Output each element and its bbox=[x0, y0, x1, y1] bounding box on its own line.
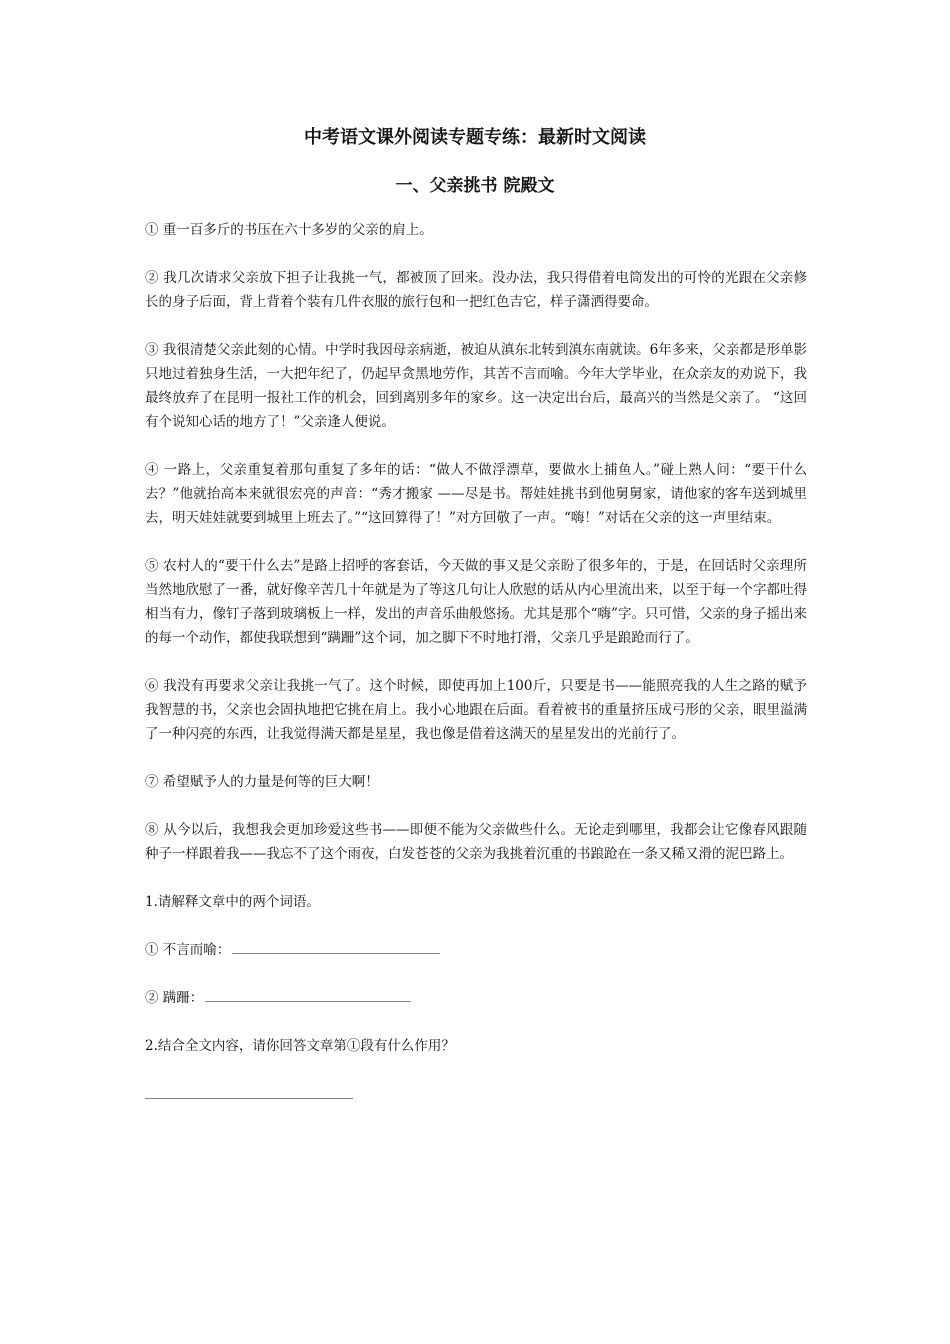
paragraph-7: ⑦ 希望赋予人的力量是何等的巨大啊！ bbox=[145, 774, 379, 790]
paragraph-4: ④ 一路上，父亲重复着那句重复了多年的话：“做人不做浮漂草，要做水上捕鱼人。”碰上熟人问：“要干什么去？”他就抬高本来就很宏亮的声音：“秀才搬家 ——尽是书。帮娃娃挑书到他舅舅家，请他家的客车送到城里去，明天娃娃就要到城里上班去了。”“这回算得了！”对方回敬了一声。“嗨！”对话在父亲的这一声里结束。 bbox=[145, 462, 807, 526]
answer-blank-1b[interactable] bbox=[205, 986, 411, 1002]
paragraph-1: ① 重一百多斤的书压在六十多岁的父亲的肩上。 bbox=[145, 222, 433, 238]
question-1a bbox=[145, 938, 807, 962]
question-1: 1.请解释文章中的两个词语。 bbox=[145, 894, 320, 910]
question-2: 2.结合全文内容，请你回答文章第①段有什么作用？ bbox=[145, 1038, 455, 1054]
paragraph-3: ③ 我很清楚父亲此刻的心情。中学时我因母亲病逝，被迫从滇东北转到滇东南就读。6年多来，父亲都是形单影只地过着独身生活，一大把年纪了，仍起早贪黑地劳作，其苦不言而喻。今年大学毕业，在众亲友的劝说下，我最终放弃了在昆明一报社工作的机会，回到离别多年的家乡。这一决定出台后，最高兴的当然是父亲了。 “这回有个说知心话的地方了！”父亲逢人便说。 bbox=[145, 342, 807, 430]
article-title: 一、父亲挑书 院殿文 bbox=[395, 176, 555, 196]
paragraph-8: ⑧ 从今以后，我想我会更加珍爱这些书——即便不能为父亲做些什么。无论走到哪里，我都会让它像春风跟随种子一样跟着我——我忘不了这个雨夜，白发苍苍的父亲为我挑着沉重的书踉跄在一条又稀又滑的泥巴路上。 bbox=[145, 822, 807, 862]
question-1b bbox=[145, 986, 807, 1010]
article-body bbox=[145, 218, 807, 1099]
paragraph-2: ② 我几次请求父亲放下担子让我挑一气，都被顶了回来。没办法，我只得借着电筒发出的可怜的光跟在父亲修长的身子后面，背上背着个装有几件衣服的旅行包和一把红色吉它，样子潇洒得要命。 bbox=[145, 270, 807, 310]
answer-blank-1a[interactable] bbox=[232, 938, 440, 954]
paragraph-6: ⑥ 我没有再要求父亲让我挑一气了。这个时候，即使再加上100斤，只要是书——能照亮我的人生之路的赋予我智慧的书，父亲也会固执地把它挑在肩上。我小心地跟在后面。看着被书的重量挤压成弓形的父亲，眼里溢满了一种闪亮的东西，让我觉得满天都是星星，我也像是借着这满天的星星发出的光前行了。 bbox=[145, 678, 807, 742]
answer-blank-2[interactable] bbox=[145, 1082, 353, 1099]
paragraph-5: ⑤ 农村人的“要干什么去”是路上招呼的客套话，今天做的事又是父亲盼了很多年的，于是，在回话时父亲理所当然地欣慰了一番，就好像辛苦几十年就是为了等这几句让人欣慰的话从内心里流出来，以至于每一个字都吐得相当有力，像钉子落到玻璃板上一样，发出的声音乐曲般悠扬。尤其是那个“嗨”字。只可惜，父亲的身子摇出来的每一个动作，都使我联想到“蹒跚”这个词，加之脚下不时地打滑，父亲几乎是踉跄而行了。 bbox=[145, 558, 807, 646]
question-1a-label: ① 不言而喻： bbox=[145, 942, 231, 958]
question-1b-label: ② 蹒跚： bbox=[145, 990, 204, 1006]
document-title: 中考语文课外阅读专题专练：最新时文阅读 bbox=[304, 127, 646, 148]
